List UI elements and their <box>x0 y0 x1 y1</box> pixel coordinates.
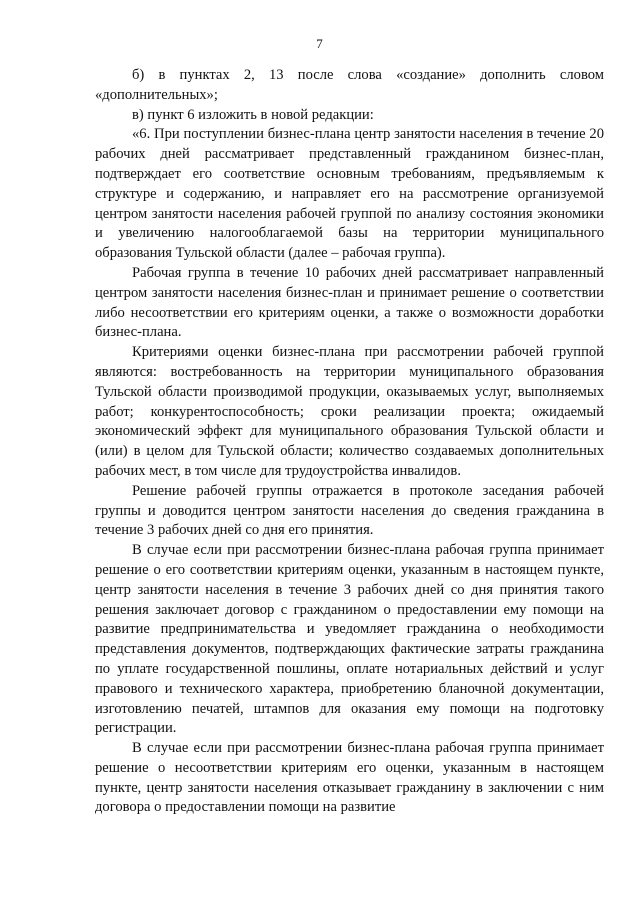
paragraph-decision-protocol: Решение рабочей группы отражается в протоколе заседания рабочей группы и доводится центром занятости населения до сведения гражданина в течение 3 рабочих дней со дня его принятия. <box>95 482 604 539</box>
paragraph-working-group-review: Рабочая группа в течение 10 рабочих дней рассматривает направленный центром занятости населения бизнес-план и принимает решение о соответствии либо несоответствии его критериям оценки, а также о возможности доработки бизнес-плана. <box>95 264 604 341</box>
document-body <box>95 66 604 818</box>
paragraph-positive-decision: В случае если при рассмотрении бизнес-плана рабочая группа принимает решение о его соответствии критериям оценки, указанным в настоящем пункте, центр занятости населения в течение 3 рабочих дней со дня принятия такого решения заключает договор с гражданином о предоставлении ему помощи на развитие предпринимательства и уведомляет гражданина о необходимости представления документов, подтверждающих фактические затраты гражданина по уплате государственной пошлины, оплате нотариальных действий и услуг правового и технического характера, приобретению бланочной документации, изготовлению печатей, штампов для оказания ему помощи на подготовку регистрации. <box>95 542 604 737</box>
paragraph-amendment-v: в) пункт 6 изложить в новой редакции: <box>132 106 374 123</box>
paragraph-negative-decision: В случае если при рассмотрении бизнес-плана рабочая группа принимает решение о несоответствии критериям его оценки, указанным в настоящем пункте, центр занятости населения отказывает гражданину в заключении с ним договора о предоставлении помощи на развитие <box>95 740 604 816</box>
page-number: 7 <box>316 36 323 51</box>
paragraph-item-6: «6. При поступлении бизнес-плана центр занятости населения в течение 20 рабочих дней рассматривает представленный гражданином бизнес-план, подтверждает его соответствие основным требованиям, предъявляемым к структуре и содержанию, и направляет его на рассмотрение организуемой центром занятости населения рабочей группой по анализу состояния экономики и увеличению налогооблагаемой базы на территории муниципального образования Тульской области (далее – рабочая группа). <box>95 126 604 262</box>
paragraph-evaluation-criteria: Критериями оценки бизнес-плана при рассмотрении рабочей группой являются: востребованность на территории муниципального образования Тульской области производимой продукции, оказываемых услуг, выполняемых работ; конкурентоспособность; сроки реализации проекта; ожидаемый экономический эффект для муниципального образования Тульской области и (или) в целом для Тульской области; количество создаваемых дополнительных рабочих мест, в том числе для трудоустройства инвалидов. <box>95 344 604 479</box>
paragraph-amendment-b: б) в пунктах 2, 13 после слова «создание» дополнить словом «дополнительных»; <box>95 67 604 103</box>
